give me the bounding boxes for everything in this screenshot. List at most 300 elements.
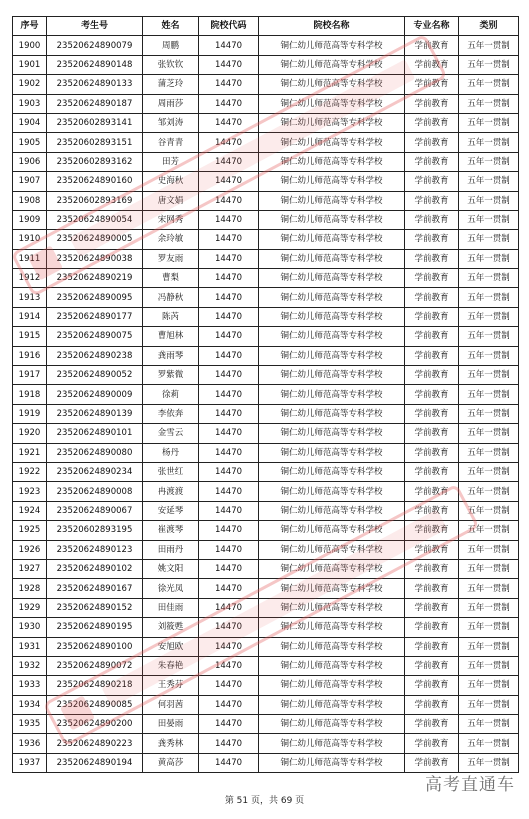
cell-school-code: 14470 bbox=[199, 695, 259, 714]
cell-major: 学前教育 bbox=[405, 269, 459, 288]
cell-exam-id: 23520624890123 bbox=[47, 540, 143, 559]
cell-school-code: 14470 bbox=[199, 404, 259, 423]
cell-exam-id: 23520624890054 bbox=[47, 210, 143, 229]
cell-major: 学前教育 bbox=[405, 656, 459, 675]
cell-school-name: 铜仁幼儿师范高等专科学校 bbox=[259, 695, 405, 714]
cell-category: 五年一贯制 bbox=[459, 618, 519, 637]
cell-name: 金雪云 bbox=[143, 424, 199, 443]
cell-school-name: 铜仁幼儿师范高等专科学校 bbox=[259, 540, 405, 559]
cell-name: 蒲芝玲 bbox=[143, 75, 199, 94]
cell-name: 徐莉 bbox=[143, 385, 199, 404]
cell-category: 五年一贯制 bbox=[459, 579, 519, 598]
header-school-name: 院校名称 bbox=[259, 17, 405, 36]
cell-school-code: 14470 bbox=[199, 113, 259, 132]
cell-category: 五年一贯制 bbox=[459, 637, 519, 656]
cell-name: 罗紫微 bbox=[143, 366, 199, 385]
cell-exam-id: 23520624890187 bbox=[47, 94, 143, 113]
cell-seq: 1911 bbox=[13, 249, 47, 268]
cell-seq: 1909 bbox=[13, 210, 47, 229]
header-school-code: 院校代码 bbox=[199, 17, 259, 36]
cell-name: 徐光凤 bbox=[143, 579, 199, 598]
cell-name: 龚雨琴 bbox=[143, 346, 199, 365]
cell-name: 周雨莎 bbox=[143, 94, 199, 113]
cell-name: 邹刘涛 bbox=[143, 113, 199, 132]
cell-major: 学前教育 bbox=[405, 676, 459, 695]
cell-school-name: 铜仁幼儿师范高等专科学校 bbox=[259, 55, 405, 74]
cell-exam-id: 23520624890009 bbox=[47, 385, 143, 404]
cell-school-name: 铜仁幼儿师范高等专科学校 bbox=[259, 327, 405, 346]
cell-school-name: 铜仁幼儿师范高等专科学校 bbox=[259, 501, 405, 520]
cell-seq: 1927 bbox=[13, 559, 47, 578]
cell-exam-id: 23520624890067 bbox=[47, 501, 143, 520]
header-category: 类别 bbox=[459, 17, 519, 36]
cell-category: 五年一贯制 bbox=[459, 75, 519, 94]
cell-exam-id: 23520602893151 bbox=[47, 133, 143, 152]
table-row bbox=[13, 482, 519, 501]
cell-school-code: 14470 bbox=[199, 249, 259, 268]
cell-exam-id: 23520624890133 bbox=[47, 75, 143, 94]
cell-category: 五年一贯制 bbox=[459, 656, 519, 675]
cell-major: 学前教育 bbox=[405, 715, 459, 734]
cell-name: 安旭欧 bbox=[143, 637, 199, 656]
cell-category: 五年一贯制 bbox=[459, 540, 519, 559]
cell-category: 五年一贯制 bbox=[459, 482, 519, 501]
cell-exam-id: 23520624890005 bbox=[47, 230, 143, 249]
cell-major: 学前教育 bbox=[405, 404, 459, 423]
cell-school-code: 14470 bbox=[199, 443, 259, 462]
cell-seq: 1903 bbox=[13, 94, 47, 113]
cell-exam-id: 23520624890052 bbox=[47, 366, 143, 385]
cell-seq: 1935 bbox=[13, 715, 47, 734]
cell-major: 学前教育 bbox=[405, 327, 459, 346]
cell-school-name: 铜仁幼儿师范高等专科学校 bbox=[259, 598, 405, 617]
cell-exam-id: 23520624890194 bbox=[47, 753, 143, 772]
cell-category: 五年一贯制 bbox=[459, 133, 519, 152]
cell-seq: 1923 bbox=[13, 482, 47, 501]
cell-name: 张钦钦 bbox=[143, 55, 199, 74]
cell-seq: 1920 bbox=[13, 424, 47, 443]
cell-exam-id: 23520624890080 bbox=[47, 443, 143, 462]
cell-seq: 1906 bbox=[13, 152, 47, 171]
cell-school-name: 铜仁幼儿师范高等专科学校 bbox=[259, 113, 405, 132]
cell-name: 安延琴 bbox=[143, 501, 199, 520]
cell-category: 五年一贯制 bbox=[459, 191, 519, 210]
header-exam-id: 考生号 bbox=[47, 17, 143, 36]
cell-category: 五年一贯制 bbox=[459, 598, 519, 617]
cell-exam-id: 23520602893169 bbox=[47, 191, 143, 210]
cell-school-code: 14470 bbox=[199, 385, 259, 404]
cell-name: 陈芮 bbox=[143, 307, 199, 326]
cell-exam-id: 23520624890167 bbox=[47, 579, 143, 598]
cell-school-code: 14470 bbox=[199, 676, 259, 695]
table-row bbox=[13, 94, 519, 113]
cell-seq: 1904 bbox=[13, 113, 47, 132]
cell-school-code: 14470 bbox=[199, 501, 259, 520]
cell-school-code: 14470 bbox=[199, 559, 259, 578]
table-row bbox=[13, 404, 519, 423]
table-row bbox=[13, 133, 519, 152]
cell-school-name: 铜仁幼儿师范高等专科学校 bbox=[259, 579, 405, 598]
table-row bbox=[13, 579, 519, 598]
cell-name: 唐文娟 bbox=[143, 191, 199, 210]
table-row bbox=[13, 75, 519, 94]
cell-school-code: 14470 bbox=[199, 346, 259, 365]
cell-school-name: 铜仁幼儿师范高等专科学校 bbox=[259, 288, 405, 307]
table-row bbox=[13, 443, 519, 462]
cell-category: 五年一贯制 bbox=[459, 288, 519, 307]
cell-name: 冯静秋 bbox=[143, 288, 199, 307]
cell-exam-id: 23520624890095 bbox=[47, 288, 143, 307]
cell-name: 周鹏 bbox=[143, 36, 199, 55]
cell-category: 五年一贯制 bbox=[459, 36, 519, 55]
cell-exam-id: 23520624890085 bbox=[47, 695, 143, 714]
cell-seq: 1901 bbox=[13, 55, 47, 74]
table-row bbox=[13, 249, 519, 268]
cell-school-name: 铜仁幼儿师范高等专科学校 bbox=[259, 715, 405, 734]
cell-major: 学前教育 bbox=[405, 695, 459, 714]
cell-major: 学前教育 bbox=[405, 55, 459, 74]
cell-major: 学前教育 bbox=[405, 753, 459, 772]
cell-school-code: 14470 bbox=[199, 288, 259, 307]
cell-category: 五年一贯制 bbox=[459, 113, 519, 132]
cell-major: 学前教育 bbox=[405, 482, 459, 501]
cell-category: 五年一贯制 bbox=[459, 249, 519, 268]
cell-category: 五年一贯制 bbox=[459, 230, 519, 249]
cell-category: 五年一贯制 bbox=[459, 269, 519, 288]
cell-school-code: 14470 bbox=[199, 210, 259, 229]
cell-school-name: 铜仁幼儿师范高等专科学校 bbox=[259, 753, 405, 772]
table-row bbox=[13, 501, 519, 520]
cell-exam-id: 23520602893195 bbox=[47, 521, 143, 540]
cell-seq: 1931 bbox=[13, 637, 47, 656]
cell-school-name: 铜仁幼儿师范高等专科学校 bbox=[259, 676, 405, 695]
cell-seq: 1932 bbox=[13, 656, 47, 675]
cell-category: 五年一贯制 bbox=[459, 172, 519, 191]
cell-major: 学前教育 bbox=[405, 598, 459, 617]
cell-seq: 1924 bbox=[13, 501, 47, 520]
cell-seq: 1922 bbox=[13, 462, 47, 481]
cell-school-code: 14470 bbox=[199, 230, 259, 249]
cell-major: 学前教育 bbox=[405, 288, 459, 307]
cell-school-name: 铜仁幼儿师范高等专科学校 bbox=[259, 462, 405, 481]
table-header-row bbox=[13, 17, 519, 36]
table-row bbox=[13, 637, 519, 656]
cell-exam-id: 23520624890152 bbox=[47, 598, 143, 617]
cell-category: 五年一贯制 bbox=[459, 462, 519, 481]
cell-school-code: 14470 bbox=[199, 327, 259, 346]
cell-major: 学前教育 bbox=[405, 559, 459, 578]
cell-school-name: 铜仁幼儿师范高等专科学校 bbox=[259, 210, 405, 229]
cell-category: 五年一贯制 bbox=[459, 327, 519, 346]
cell-name: 刘筱甦 bbox=[143, 618, 199, 637]
cell-name: 田芳 bbox=[143, 152, 199, 171]
cell-category: 五年一贯制 bbox=[459, 307, 519, 326]
cell-seq: 1908 bbox=[13, 191, 47, 210]
cell-exam-id: 23520624890101 bbox=[47, 424, 143, 443]
cell-category: 五年一贯制 bbox=[459, 366, 519, 385]
cell-school-code: 14470 bbox=[199, 172, 259, 191]
cell-category: 五年一贯制 bbox=[459, 55, 519, 74]
cell-exam-id: 23520624890148 bbox=[47, 55, 143, 74]
cell-seq: 1937 bbox=[13, 753, 47, 772]
table-row bbox=[13, 113, 519, 132]
cell-school-name: 铜仁幼儿师范高等专科学校 bbox=[259, 482, 405, 501]
cell-school-name: 铜仁幼儿师范高等专科学校 bbox=[259, 521, 405, 540]
cell-major: 学前教育 bbox=[405, 172, 459, 191]
table-row bbox=[13, 540, 519, 559]
cell-major: 学前教育 bbox=[405, 618, 459, 637]
cell-seq: 1921 bbox=[13, 443, 47, 462]
table-row bbox=[13, 676, 519, 695]
table-row bbox=[13, 521, 519, 540]
cell-major: 学前教育 bbox=[405, 579, 459, 598]
cell-major: 学前教育 bbox=[405, 521, 459, 540]
cell-school-name: 铜仁幼儿师范高等专科学校 bbox=[259, 36, 405, 55]
cell-major: 学前教育 bbox=[405, 249, 459, 268]
cell-major: 学前教育 bbox=[405, 210, 459, 229]
cell-seq: 1929 bbox=[13, 598, 47, 617]
cell-school-code: 14470 bbox=[199, 75, 259, 94]
cell-school-name: 铜仁幼儿师范高等专科学校 bbox=[259, 75, 405, 94]
cell-major: 学前教育 bbox=[405, 346, 459, 365]
cell-major: 学前教育 bbox=[405, 385, 459, 404]
cell-category: 五年一贯制 bbox=[459, 346, 519, 365]
cell-major: 学前教育 bbox=[405, 152, 459, 171]
table-row bbox=[13, 366, 519, 385]
cell-school-name: 铜仁幼儿师范高等专科学校 bbox=[259, 191, 405, 210]
cell-exam-id: 23520624890160 bbox=[47, 172, 143, 191]
cell-major: 学前教育 bbox=[405, 94, 459, 113]
table-row bbox=[13, 210, 519, 229]
page-number: 第 51 页，共 69 页 bbox=[224, 796, 305, 806]
cell-major: 学前教育 bbox=[405, 443, 459, 462]
cell-category: 五年一贯制 bbox=[459, 443, 519, 462]
cell-school-code: 14470 bbox=[199, 36, 259, 55]
cell-exam-id: 23520624890038 bbox=[47, 249, 143, 268]
cell-category: 五年一贯制 bbox=[459, 734, 519, 753]
cell-name: 黄高莎 bbox=[143, 753, 199, 772]
cell-category: 五年一贯制 bbox=[459, 385, 519, 404]
cell-school-code: 14470 bbox=[199, 715, 259, 734]
table-row bbox=[13, 598, 519, 617]
table-row bbox=[13, 385, 519, 404]
cell-school-name: 铜仁幼儿师范高等专科学校 bbox=[259, 385, 405, 404]
cell-seq: 1905 bbox=[13, 133, 47, 152]
cell-exam-id: 23520624890079 bbox=[47, 36, 143, 55]
header-major: 专业名称 bbox=[405, 17, 459, 36]
cell-seq: 1919 bbox=[13, 404, 47, 423]
cell-category: 五年一贯制 bbox=[459, 210, 519, 229]
table-row bbox=[13, 307, 519, 326]
cell-school-name: 铜仁幼儿师范高等专科学校 bbox=[259, 307, 405, 326]
cell-category: 五年一贯制 bbox=[459, 695, 519, 714]
brand-watermark: 高考直通车 bbox=[425, 775, 515, 795]
cell-school-name: 铜仁幼儿师范高等专科学校 bbox=[259, 269, 405, 288]
cell-seq: 1933 bbox=[13, 676, 47, 695]
cell-seq: 1913 bbox=[13, 288, 47, 307]
cell-name: 朱春艳 bbox=[143, 656, 199, 675]
cell-seq: 1928 bbox=[13, 579, 47, 598]
cell-seq: 1902 bbox=[13, 75, 47, 94]
cell-exam-id: 23520624890238 bbox=[47, 346, 143, 365]
cell-exam-id: 23520624890223 bbox=[47, 734, 143, 753]
cell-major: 学前教育 bbox=[405, 734, 459, 753]
cell-exam-id: 23520624890218 bbox=[47, 676, 143, 695]
cell-exam-id: 23520624890100 bbox=[47, 637, 143, 656]
cell-seq: 1936 bbox=[13, 734, 47, 753]
cell-school-name: 铜仁幼儿师范高等专科学校 bbox=[259, 230, 405, 249]
cell-seq: 1930 bbox=[13, 618, 47, 637]
cell-school-code: 14470 bbox=[199, 307, 259, 326]
cell-school-code: 14470 bbox=[199, 191, 259, 210]
cell-major: 学前教育 bbox=[405, 230, 459, 249]
cell-seq: 1917 bbox=[13, 366, 47, 385]
cell-category: 五年一贯制 bbox=[459, 424, 519, 443]
cell-school-code: 14470 bbox=[199, 734, 259, 753]
cell-seq: 1918 bbox=[13, 385, 47, 404]
cell-school-name: 铜仁幼儿师范高等专科学校 bbox=[259, 734, 405, 753]
cell-school-code: 14470 bbox=[199, 579, 259, 598]
cell-school-name: 铜仁幼儿师范高等专科学校 bbox=[259, 443, 405, 462]
cell-school-code: 14470 bbox=[199, 94, 259, 113]
table-row bbox=[13, 269, 519, 288]
cell-school-name: 铜仁幼儿师范高等专科学校 bbox=[259, 152, 405, 171]
cell-school-name: 铜仁幼儿师范高等专科学校 bbox=[259, 559, 405, 578]
cell-school-code: 14470 bbox=[199, 462, 259, 481]
cell-major: 学前教育 bbox=[405, 191, 459, 210]
cell-exam-id: 23520624890177 bbox=[47, 307, 143, 326]
cell-school-name: 铜仁幼儿师范高等专科学校 bbox=[259, 133, 405, 152]
cell-name: 冉渡渡 bbox=[143, 482, 199, 501]
cell-name: 田晏雨 bbox=[143, 715, 199, 734]
cell-name: 龚秀林 bbox=[143, 734, 199, 753]
cell-name: 谷青青 bbox=[143, 133, 199, 152]
cell-name: 姚文阳 bbox=[143, 559, 199, 578]
table-row bbox=[13, 36, 519, 55]
cell-school-code: 14470 bbox=[199, 598, 259, 617]
cell-school-code: 14470 bbox=[199, 269, 259, 288]
cell-major: 学前教育 bbox=[405, 462, 459, 481]
cell-school-name: 铜仁幼儿师范高等专科学校 bbox=[259, 172, 405, 191]
table-row bbox=[13, 695, 519, 714]
cell-major: 学前教育 bbox=[405, 424, 459, 443]
cell-exam-id: 23520602893141 bbox=[47, 113, 143, 132]
cell-exam-id: 23520624890102 bbox=[47, 559, 143, 578]
cell-exam-id: 23520624890195 bbox=[47, 618, 143, 637]
cell-major: 学前教育 bbox=[405, 307, 459, 326]
cell-name: 杨丹 bbox=[143, 443, 199, 462]
table-row bbox=[13, 191, 519, 210]
cell-name: 田佳雨 bbox=[143, 598, 199, 617]
table-row bbox=[13, 172, 519, 191]
cell-exam-id: 23520624890200 bbox=[47, 715, 143, 734]
cell-name: 李依奔 bbox=[143, 404, 199, 423]
cell-major: 学前教育 bbox=[405, 637, 459, 656]
cell-school-code: 14470 bbox=[199, 656, 259, 675]
cell-name: 罗友雨 bbox=[143, 249, 199, 268]
cell-school-code: 14470 bbox=[199, 637, 259, 656]
cell-major: 学前教育 bbox=[405, 366, 459, 385]
cell-school-code: 14470 bbox=[199, 152, 259, 171]
cell-exam-id: 23520624890139 bbox=[47, 404, 143, 423]
cell-school-name: 铜仁幼儿师范高等专科学校 bbox=[259, 249, 405, 268]
cell-seq: 1934 bbox=[13, 695, 47, 714]
cell-exam-id: 23520624890072 bbox=[47, 656, 143, 675]
cell-seq: 1916 bbox=[13, 346, 47, 365]
cell-major: 学前教育 bbox=[405, 133, 459, 152]
cell-school-name: 铜仁幼儿师范高等专科学校 bbox=[259, 618, 405, 637]
cell-exam-id: 23520624890234 bbox=[47, 462, 143, 481]
table-row bbox=[13, 715, 519, 734]
table-row bbox=[13, 152, 519, 171]
cell-school-name: 铜仁幼儿师范高等专科学校 bbox=[259, 346, 405, 365]
header-name: 姓名 bbox=[143, 17, 199, 36]
table-row bbox=[13, 656, 519, 675]
cell-name: 张世红 bbox=[143, 462, 199, 481]
table-row bbox=[13, 559, 519, 578]
cell-school-code: 14470 bbox=[199, 753, 259, 772]
cell-school-code: 14470 bbox=[199, 366, 259, 385]
cell-school-code: 14470 bbox=[199, 133, 259, 152]
cell-exam-id: 23520624890219 bbox=[47, 269, 143, 288]
cell-school-name: 铜仁幼儿师范高等专科学校 bbox=[259, 94, 405, 113]
cell-category: 五年一贯制 bbox=[459, 676, 519, 695]
cell-name: 田雨丹 bbox=[143, 540, 199, 559]
cell-category: 五年一贯制 bbox=[459, 404, 519, 423]
cell-school-code: 14470 bbox=[199, 521, 259, 540]
cell-school-name: 铜仁幼儿师范高等专科学校 bbox=[259, 656, 405, 675]
cell-major: 学前教育 bbox=[405, 36, 459, 55]
cell-seq: 1925 bbox=[13, 521, 47, 540]
cell-seq: 1900 bbox=[13, 36, 47, 55]
cell-school-code: 14470 bbox=[199, 540, 259, 559]
cell-name: 曹旭林 bbox=[143, 327, 199, 346]
cell-seq: 1912 bbox=[13, 269, 47, 288]
table-row bbox=[13, 462, 519, 481]
table-row bbox=[13, 346, 519, 365]
table-body bbox=[13, 36, 519, 773]
cell-major: 学前教育 bbox=[405, 75, 459, 94]
table-row bbox=[13, 618, 519, 637]
cell-seq: 1910 bbox=[13, 230, 47, 249]
table-row bbox=[13, 230, 519, 249]
cell-school-code: 14470 bbox=[199, 55, 259, 74]
cell-major: 学前教育 bbox=[405, 540, 459, 559]
cell-seq: 1915 bbox=[13, 327, 47, 346]
table-row bbox=[13, 424, 519, 443]
cell-exam-id: 23520602893162 bbox=[47, 152, 143, 171]
cell-category: 五年一贯制 bbox=[459, 753, 519, 772]
cell-school-name: 铜仁幼儿师范高等专科学校 bbox=[259, 404, 405, 423]
table-row bbox=[13, 734, 519, 753]
cell-major: 学前教育 bbox=[405, 501, 459, 520]
cell-exam-id: 23520624890008 bbox=[47, 482, 143, 501]
cell-seq: 1926 bbox=[13, 540, 47, 559]
cell-name: 余玲敏 bbox=[143, 230, 199, 249]
cell-seq: 1914 bbox=[13, 307, 47, 326]
cell-category: 五年一贯制 bbox=[459, 715, 519, 734]
cell-category: 五年一贯制 bbox=[459, 559, 519, 578]
cell-name: 曹梨 bbox=[143, 269, 199, 288]
cell-name: 崔渡琴 bbox=[143, 521, 199, 540]
cell-category: 五年一贯制 bbox=[459, 152, 519, 171]
table-row bbox=[13, 55, 519, 74]
cell-school-name: 铜仁幼儿师范高等专科学校 bbox=[259, 424, 405, 443]
cell-school-code: 14470 bbox=[199, 482, 259, 501]
cell-seq: 1907 bbox=[13, 172, 47, 191]
cell-exam-id: 23520624890075 bbox=[47, 327, 143, 346]
cell-category: 五年一贯制 bbox=[459, 521, 519, 540]
